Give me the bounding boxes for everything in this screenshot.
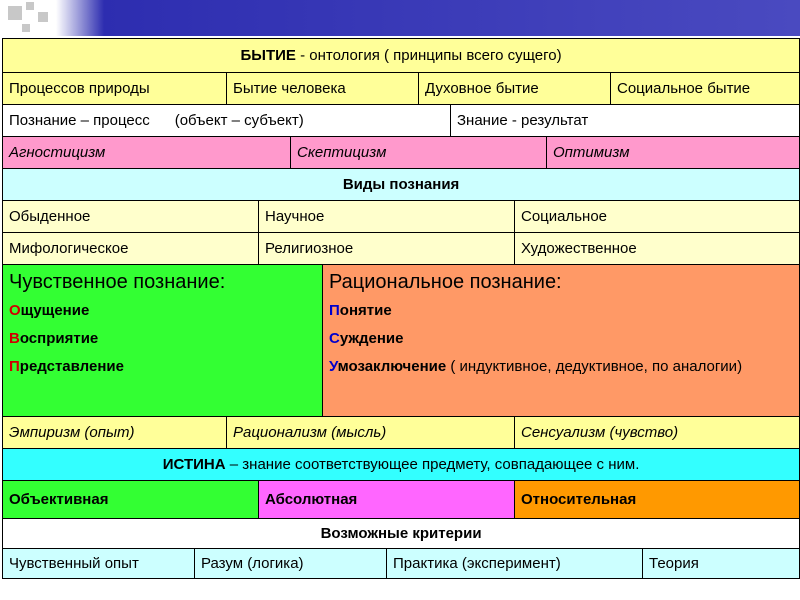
stance-cell: Агностицизм <box>3 137 291 169</box>
rational-item: Понятие <box>329 302 392 319</box>
truth-rest: – знание соответствующее предмету, совпадающее с ним. <box>225 456 640 473</box>
truth-type-cell: Абсолютная <box>259 481 515 519</box>
being-cell: Бытие человека <box>227 73 419 105</box>
stance-cell: Оптимизм <box>547 137 800 169</box>
title-row <box>3 39 800 73</box>
criterion-cell: Чувственный опыт <box>3 549 195 579</box>
criterion-cell: Практика (эксперимент) <box>387 549 643 579</box>
types-row <box>3 233 800 265</box>
cognition-process-cell: Познание – процесс (объект – субъект) <box>3 105 451 137</box>
truth-type-cell: Относительная <box>515 481 800 519</box>
truth-type-cell: Объективная <box>3 481 259 519</box>
rational-item: Умозаключение ( индуктивное, дедуктивное, по аналогии) <box>329 358 743 375</box>
criteria-header-row <box>3 519 800 549</box>
being-row <box>3 73 800 105</box>
title-rest: - онтология ( принципы всего сущего) <box>295 47 562 64</box>
title-bold: БЫТИЕ <box>240 47 296 64</box>
isms-row <box>3 417 800 449</box>
criteria-header-cell: Возможные критерии <box>3 519 800 549</box>
decor-square <box>22 24 30 32</box>
cognition-forms-row <box>3 265 800 417</box>
rational-item: Суждение <box>329 330 404 347</box>
decor-square <box>38 12 48 22</box>
criteria-row <box>3 549 800 579</box>
criterion-cell: Теория <box>643 549 800 579</box>
truth-bold: ИСТИНА <box>162 456 226 473</box>
type-cell: Художественное <box>515 233 800 265</box>
being-cell: Социальное бытие <box>611 73 800 105</box>
truth-row <box>3 449 800 481</box>
types-header-row <box>3 169 800 201</box>
ism-cell: Эмпиризм (опыт) <box>3 417 227 449</box>
type-cell: Социальное <box>515 201 800 233</box>
rational-title: Рациональное познание: <box>329 271 562 293</box>
types-header-cell: Виды познания <box>3 169 800 201</box>
knowledge-result-cell: Знание - результат <box>451 105 800 137</box>
sensory-item: Представление <box>9 358 124 375</box>
being-cell: Процессов природы <box>3 73 227 105</box>
type-cell: Научное <box>259 201 515 233</box>
title-cell <box>3 39 800 73</box>
cognition-row <box>3 105 800 137</box>
rational-cognition-cell <box>323 265 800 417</box>
type-cell: Мифологическое <box>3 233 259 265</box>
sensory-cognition-cell <box>3 265 323 417</box>
philosophy-table <box>2 38 800 579</box>
stances-row <box>3 137 800 169</box>
decor-square <box>26 2 34 10</box>
ism-cell: Сенсуализм (чувство) <box>515 417 800 449</box>
truth-cell <box>3 449 800 481</box>
types-row <box>3 201 800 233</box>
being-cell: Духовное бытие <box>419 73 611 105</box>
ism-cell: Рационализм (мысль) <box>227 417 515 449</box>
title-bar-decoration <box>0 0 800 36</box>
truth-types-row <box>3 481 800 519</box>
sensory-title: Чувственное познание: <box>9 271 226 293</box>
sensory-item: Восприятие <box>9 330 99 347</box>
type-cell: Религиозное <box>259 233 515 265</box>
sensory-item: Ощущение <box>9 302 90 319</box>
stance-cell: Скептицизм <box>291 137 547 169</box>
criterion-cell: Разум (логика) <box>195 549 387 579</box>
type-cell: Обыденное <box>3 201 259 233</box>
decor-square <box>8 6 22 20</box>
